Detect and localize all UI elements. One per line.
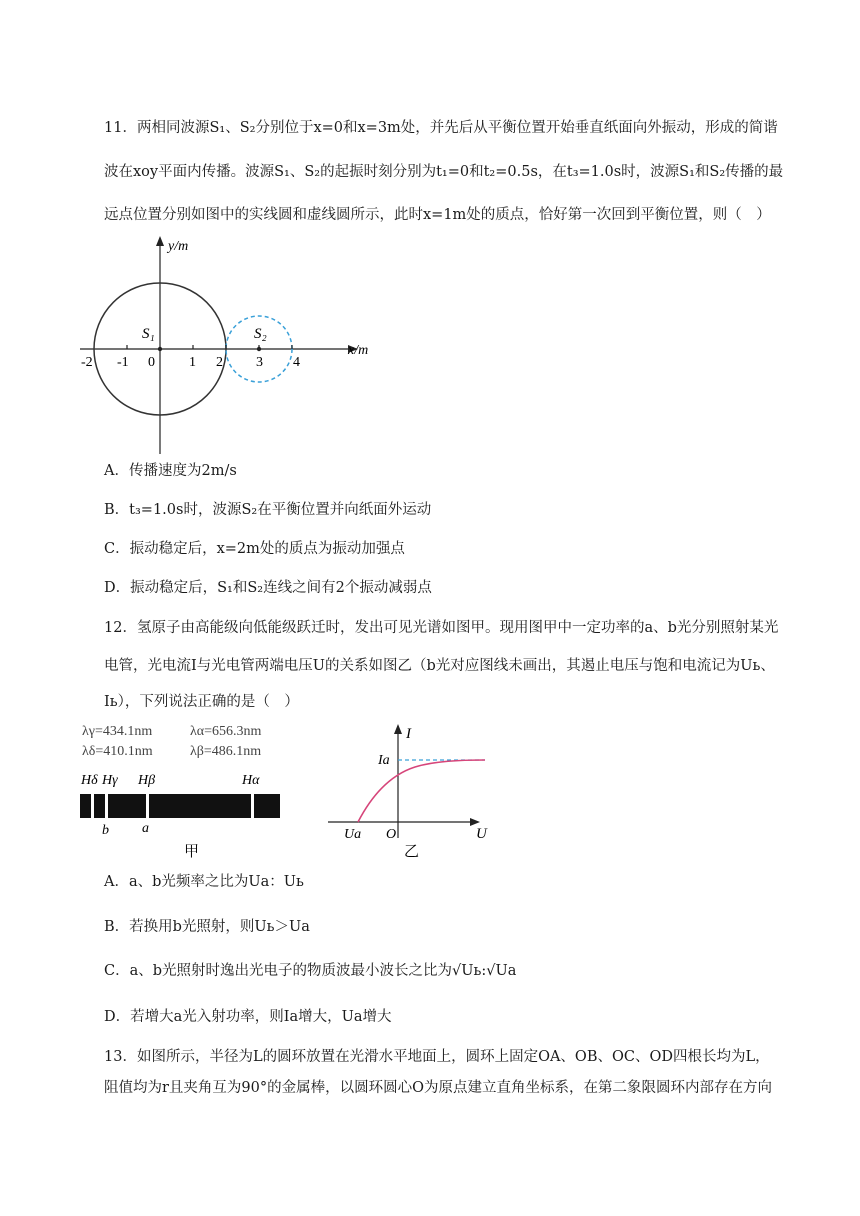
lambda-gamma-label: λγ=434.1nm xyxy=(82,724,153,739)
photocurrent-figure-yi xyxy=(320,720,500,860)
q12-line-2: 电管，光电流I与光电管两端电压U的关系如图乙（b光对应图线未画出，其遏止电压与饱和电流记为Uь、 xyxy=(104,658,775,674)
photocurrent-curve-a xyxy=(358,760,485,822)
q12-option-a[interactable]: A．a、b光频率之比为Ua：Uь xyxy=(104,874,304,890)
q13-line-2: 阻值均为r且夹角互为90°的金属棒，以圆环圆心O为原点建立直角坐标系，在第二象限圆环内部存在方向 xyxy=(104,1080,773,1096)
spectrum-figure-jia xyxy=(78,718,288,863)
s1-point xyxy=(158,347,162,351)
tick-label-neg1: -1 xyxy=(117,355,129,370)
y-axis-arrow xyxy=(156,236,164,246)
x-axis-label: x/m xyxy=(348,343,369,358)
h-gamma-label: Hγ xyxy=(102,773,118,788)
q11-line-2: 波在xoy平面内传播。波源S₁、S₂的起振时刻分别为t₁=0和t₂=0.5s，在t₃=1.0s时，波源S₁和S₂传播的最 xyxy=(104,164,784,180)
q12-option-b[interactable]: B．若换用b光照射，则Uь＞Ua xyxy=(104,919,310,935)
i-label: I xyxy=(406,726,411,742)
s1-label: S₁ xyxy=(142,326,155,342)
mark-a: a xyxy=(142,821,149,836)
lambda-delta-label: λδ=410.1nm xyxy=(82,744,153,759)
tick-label-neg2: -2 xyxy=(81,355,93,370)
u-axis-arrow xyxy=(470,818,480,826)
tick-label-1: 1 xyxy=(189,355,196,370)
q11-line-3: 远点位置分别如图中的实线圆和虚线圆所示，此时x=1m处的质点，恰好第一次回到平衡位置，则（ ） xyxy=(104,207,771,223)
mark-b: b xyxy=(102,823,109,838)
q11-option-d[interactable]: D．振动稳定后，S₁和S₂连线之间有2个振动减弱点 xyxy=(104,580,432,596)
origin-label: O xyxy=(386,827,397,842)
q11-option-a[interactable]: A．传播速度为2m/s xyxy=(104,463,237,479)
s2-label: S₂ xyxy=(254,326,267,342)
q12-line-3: Iь），下列说法正确的是（ ） xyxy=(104,694,299,710)
h-delta-label: Hδ xyxy=(81,773,98,788)
ua-label: Ua xyxy=(344,827,362,842)
q11-line-1: 11．两相同波源S₁、S₂分别位于x=0和x=3m处，并先后从平衡位置开始垂直纸面向外振动，形成的简谐 xyxy=(104,120,778,136)
spectrum-band xyxy=(80,794,280,818)
caption-jia: 甲 xyxy=(184,844,200,860)
line-gap-delta xyxy=(91,794,94,818)
q11-option-c[interactable]: C．振动稳定后，x=2m处的质点为振动加强点 xyxy=(104,541,405,557)
tick-label-3: 3 xyxy=(256,355,263,370)
q12-option-c[interactable]: C．a、b光照射时逸出光电子的物质波最小波长之比为√Uь:√Ua xyxy=(104,963,517,979)
line-gap-alpha xyxy=(251,794,254,818)
q12-option-d[interactable]: D．若增大a光入射功率，则Ia增大，Ua增大 xyxy=(104,1009,392,1025)
line-gap-gamma xyxy=(105,794,108,818)
s2-point xyxy=(257,347,261,351)
line-gap-beta xyxy=(146,794,149,818)
q11-figure xyxy=(70,232,390,457)
ia-label: Ia xyxy=(378,753,390,768)
lambda-alpha-label: λα=656.3nm xyxy=(190,724,262,739)
q11-option-b[interactable]: B．t₃=1.0s时，波源S₂在平衡位置并向纸面外运动 xyxy=(104,502,432,518)
q12-line-1: 12．氢原子由高能级向低能级跃迁时，发出可见光谱如图甲。现用图甲中一定功率的a、b光分别照射某光 xyxy=(104,620,779,636)
tick-label-2: 2 xyxy=(216,355,223,370)
u-label: U xyxy=(476,826,487,842)
tick-label-0: 0 xyxy=(148,355,155,370)
lambda-beta-label: λβ=486.1nm xyxy=(190,744,262,759)
tick-label-4: 4 xyxy=(293,355,300,370)
i-axis-arrow xyxy=(394,724,402,734)
q13-line-1: 13．如图所示，半径为L的圆环放置在光滑水平地面上，圆环上固定OA、OB、OC、OD四根长均为L， xyxy=(104,1049,770,1065)
h-beta-label: Hβ xyxy=(138,773,156,788)
caption-yi: 乙 xyxy=(404,844,420,860)
h-alpha-label: Hα xyxy=(242,773,260,788)
y-axis-label: y/m xyxy=(168,239,189,254)
